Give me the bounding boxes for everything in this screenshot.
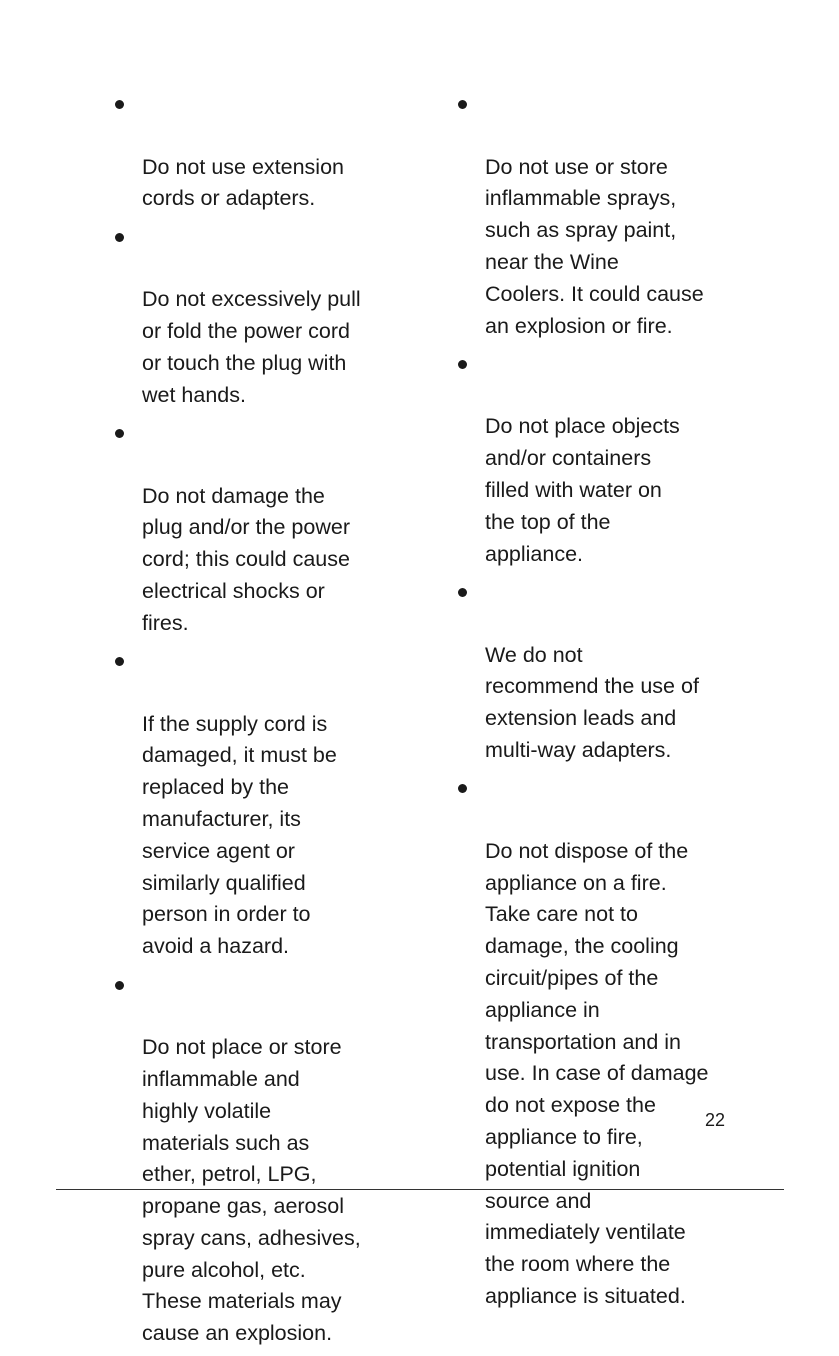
bullet-text: If the supply cord is damaged, it must be replaced by the manufacturer, its service agent or similarly qualified person in order to avoid a hazard. [142, 711, 337, 959]
bullet-text: Do not place objects and/or containers filled with water on the top of the appliance. [485, 414, 680, 566]
bullet-icon [458, 588, 467, 597]
bullet-text: Do not excessively pull or fold the power cord or touch the plug with wet hands. [142, 287, 361, 407]
left-safety-column [112, 88, 402, 1356]
safety-bullet-item [112, 417, 402, 640]
safety-bullet-item [455, 88, 745, 342]
bullet-icon [458, 100, 467, 109]
safety-bullet-item [112, 88, 402, 215]
bullet-icon [115, 429, 124, 438]
safety-bullet-item [455, 348, 745, 571]
right-safety-column [455, 88, 745, 1318]
footer-divider [56, 1189, 784, 1190]
bullet-icon [115, 100, 124, 109]
safety-bullet-item [455, 772, 745, 1313]
bullet-icon [458, 360, 467, 369]
bullet-icon [115, 657, 124, 666]
bullet-text: Do not use extension cords or adapters. [142, 154, 344, 211]
bullet-icon [458, 784, 467, 793]
bullet-text: Do not damage the plug and/or the power cord; this could cause electrical shocks or fires. [142, 483, 350, 635]
bullet-text: Do not place or store inflammable and highly volatile materials such as ether, petrol, LPG, propane gas, aerosol spray cans, adhesives, pure alcohol, etc. These materials may cause an explosion. [142, 1035, 361, 1346]
safety-bullet-item [112, 221, 402, 412]
bullet-icon [115, 981, 124, 990]
bullet-text: We do not recommend the use of extension leads and multi-way adapters. [485, 642, 699, 762]
safety-bullet-item [112, 969, 402, 1351]
safety-bullet-item [455, 576, 745, 767]
bullet-text: Do not use or store inflammable sprays, such as spray paint, near the Wine Coolers. It could cause an explosion or fire. [485, 154, 704, 338]
bullet-text: Do not dispose of the appliance on a fire. Take care not to damage, the cooling circuit/pipes of the appliance in transportation and in use. In case of damage do not expose the appliance to fire, potential ignition source and immediately ventilate the room where the appliance is situated. [485, 838, 709, 1308]
safety-bullet-item [112, 645, 402, 963]
page-number: 22 [704, 1110, 725, 1130]
bullet-icon [115, 233, 124, 242]
